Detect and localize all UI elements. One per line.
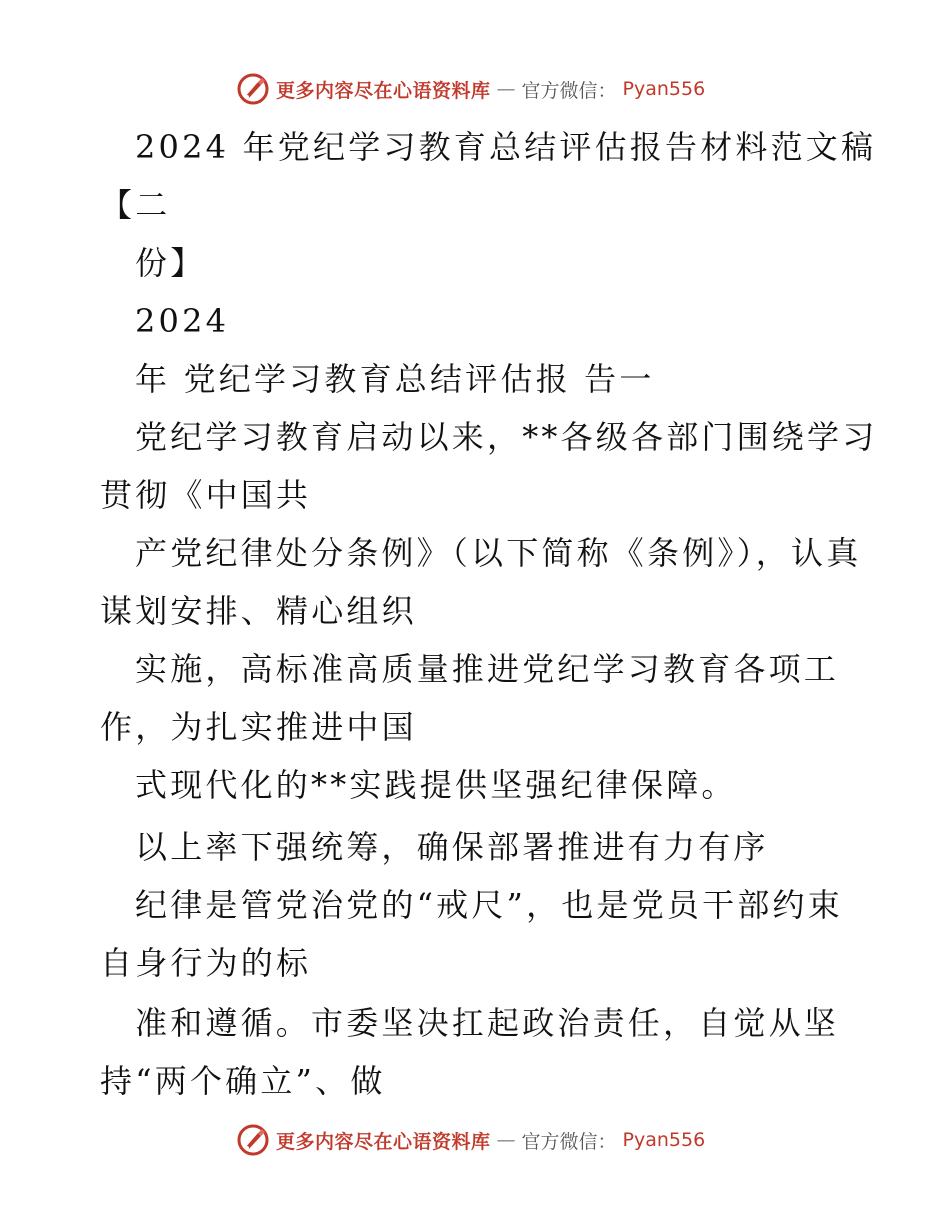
banner-separator: — xyxy=(496,78,516,100)
section-heading-line: 年 党纪学习教育总结评估报 告一 xyxy=(135,360,655,398)
paragraph-line: 贯彻《中国共 xyxy=(100,476,312,514)
banner-wechat-id: Pyan556 xyxy=(622,1129,706,1151)
subheading-line: 以上率下强统筹，确保部署推进有力有序 xyxy=(135,828,769,866)
pen-logo-icon xyxy=(236,72,270,106)
paragraph-line: 实施，高标准高质量推进党纪学习教育各项工 xyxy=(135,650,840,688)
document-title-line: 2024 年党纪学习教育总结评估报告材料范文稿 xyxy=(135,128,877,166)
section-heading-line: 2024 xyxy=(135,302,230,340)
paragraph-line: 产党纪律处分条例》（以下简称《条例》），认真 xyxy=(135,534,862,572)
paragraph-line: 党纪学习教育启动以来，**各级各部门围绕学习 xyxy=(135,418,878,456)
document-title-line: 份】 xyxy=(135,244,206,282)
paragraph-line: 作，为扎实推进中国 xyxy=(100,708,417,746)
paragraph-line: 持“两个确立”、做 xyxy=(100,1062,386,1100)
paragraph-line: 自身行为的标 xyxy=(100,944,312,982)
banner-main-text: 更多内容尽在心语资料库 xyxy=(276,79,491,102)
paragraph-line: 谋划安排、精心组织 xyxy=(100,592,417,630)
banner-separator: — xyxy=(496,1129,516,1151)
banner-wechat-label: 官方微信： xyxy=(521,79,617,102)
banner-main-text: 更多内容尽在心语资料库 xyxy=(276,1130,491,1153)
banner-wechat-id: Pyan556 xyxy=(622,78,706,100)
footer-watermark-banner xyxy=(236,1123,705,1157)
document-title-line: 【二 xyxy=(100,186,171,224)
paragraph-line: 准和遵循。市委坚决扛起政治责任，自觉从坚 xyxy=(135,1004,840,1042)
header-watermark-banner xyxy=(236,72,705,106)
banner-wechat-label: 官方微信： xyxy=(521,1130,617,1153)
paragraph-line: 式现代化的**实践提供坚强纪律保障。 xyxy=(135,766,737,804)
pen-logo-icon xyxy=(236,1123,270,1157)
paragraph-line: 纪律是管党治党的“戒尺”，也是党员干部约束 xyxy=(135,886,843,924)
